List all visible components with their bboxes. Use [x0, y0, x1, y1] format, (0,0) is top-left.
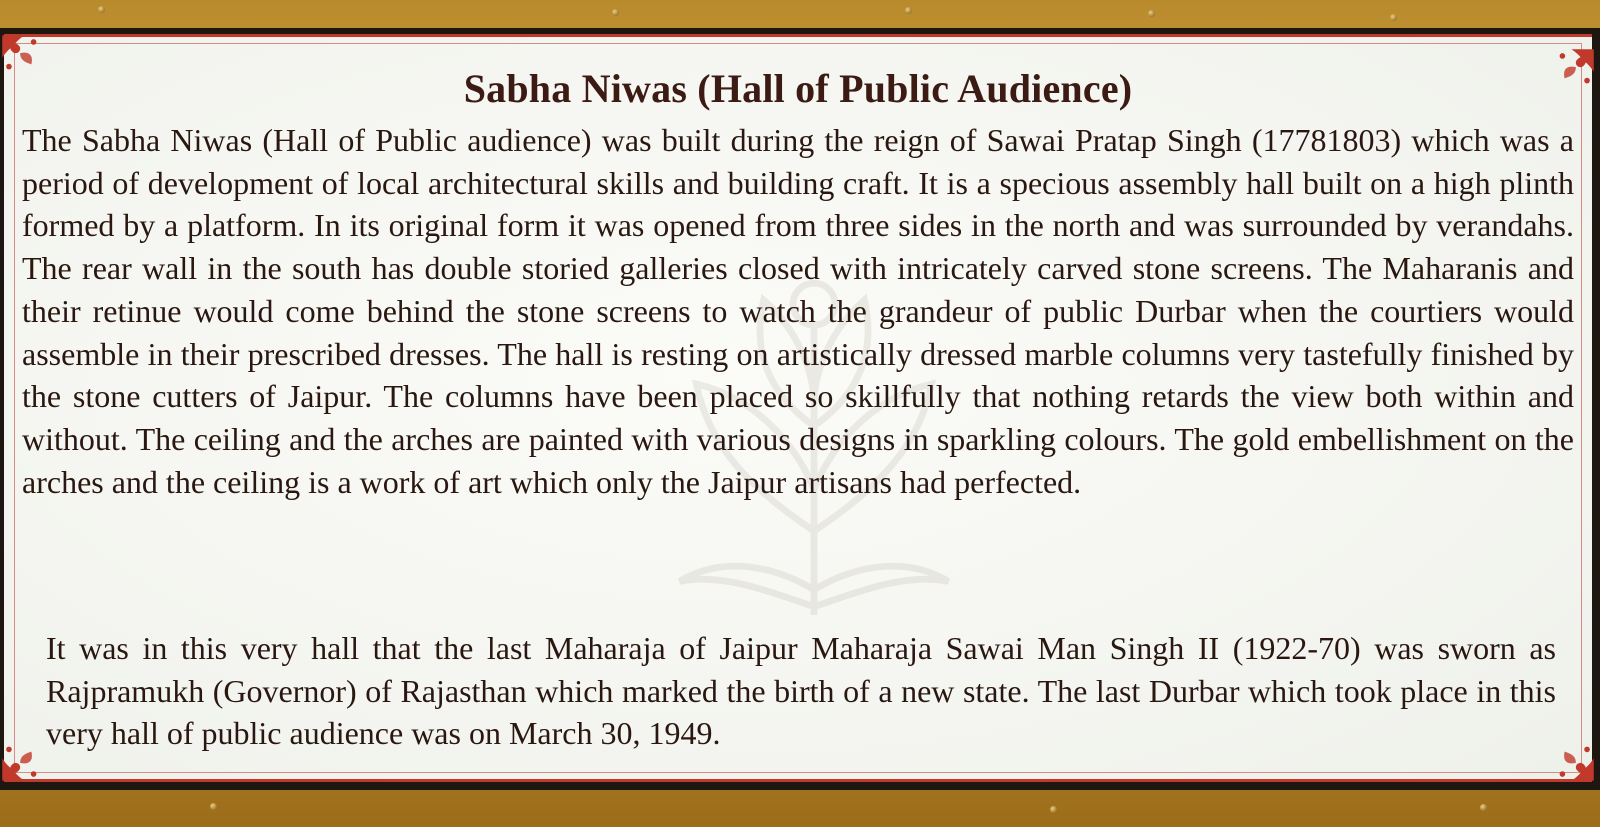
rivet — [1050, 806, 1057, 813]
rivet — [98, 6, 105, 13]
rivet — [1480, 804, 1487, 811]
information-plaque — [4, 34, 1592, 782]
rivet — [1390, 14, 1397, 21]
rivet — [612, 9, 619, 16]
plaque-title: Sabha Niwas (Hall of Public Audience) — [463, 66, 1133, 111]
rivet — [1148, 10, 1155, 17]
rivet — [210, 803, 217, 810]
plaque-paragraph-last-durbar: It was in this very hall that the last Maharaja of Jaipur Maharaja Sawai Man Singh II (1922-70) was sworn as Rajpramukh (Governor) of Rajasthan which marked the birth of a new state. The last Durbar which took place in this very hall of public audience was on March 30, 1949. — [46, 630, 1556, 752]
rivet — [905, 7, 912, 14]
plaque-paragraph-history: The Sabha Niwas (Hall of Public audience) was built during the reign of Sawai Pratap Singh (17781803) which was a period of development of local architectural skills and building craft. It is a specious assembly hall built on a high plinth formed by a platform. In its original form it was opened from three sides in the north and was surrounded by verandahs. The rear wall in the south has double storied galleries closed with intricately carved stone screens. The Maharanis and their retinue would come behind the stone screens to watch the grandeur of public Durbar when the courtiers would assemble in their prescribed dresses. The hall is resting on artistically dressed marble columns very tastefully finished by the stone cutters of Jaipur. The columns have been placed so skillfully that nothing retards the view both within and without. The ceiling and the arches are painted with various designs in sparkling colours. The gold embellishment on the arches and the ceiling is a work of art which only the Jaipur artisans had perfected. — [22, 122, 1574, 500]
